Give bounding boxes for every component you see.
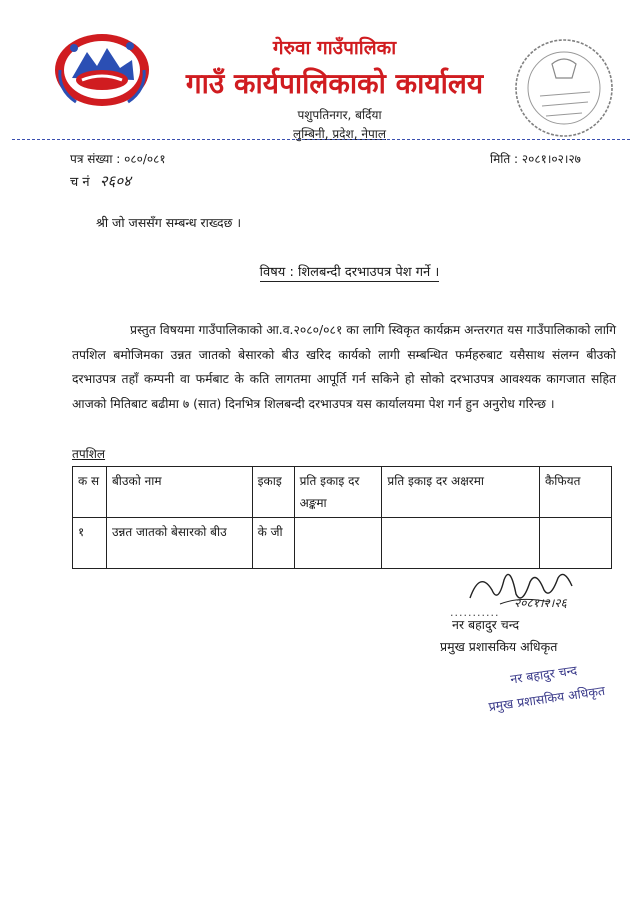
dispatch-label: च नं [70,175,90,190]
subject-line [0,262,639,280]
details-heading: तपशिल [72,447,106,461]
letterhead-office: गाउँ कार्यपालिकाको कार्यालय [185,67,484,100]
col-rate-figures: प्रति इकाइ दर अङ्कमा [294,467,382,518]
letter-date: मिति : २०८१।०२।२७ [490,152,581,166]
letterhead-municipality: गेरुवा गाउँपालिका [272,37,397,59]
letterhead-province: लुम्बिनी, प्रदेश, नेपाल [292,127,387,141]
dispatch-value: २६०४ [99,172,131,190]
item-table [72,466,612,569]
dispatch-number [70,171,131,191]
letterhead-address: पशुपतिनगर, बर्दिया [297,108,382,122]
signatory-title: प्रमुख प्रशासकिय अधिकृत [440,639,558,654]
subject-text: विषय : शिलबन्दी दरभाउपत्र पेश गर्ने । [259,265,440,280]
reference-number: पत्र संख्या : ०८०/०८१ [70,152,166,166]
cell-serial: १ [73,518,107,569]
signature-date: २०८१।२।२६ [514,596,567,610]
signature-line: ........... [450,606,500,619]
col-remarks: कैफियत [540,467,612,518]
letter-body: प्रस्तुत विषयमा गाउँपालिकाको आ.व.२०८०/०८१ का लागि स्विकृत कार्यक्रम अन्तरगत यस गाउँपालिकाको लागि तपशिल बमोजिमका उन्नत जातको बेसारको बीउ खरिद कार्यको लागी सम्बन्धित फर्महरुबाट यसैसाथ संलग्न बीउको दरभाउपत्र तहाँ कम्पनी वा फर्मबाट के कति लागतमा आपूर्ति गर्न सकिने हो सोको दरभाउपत्र आवश्यक कागजात सहित आजको मितिबाट बढीमा ७ (सात) दिनभित्र शिलबन्दी दरभाउपत्र यस कार्यालयमा पेश गर्न हुन अनुरोध गरिन्छ । [72,323,616,411]
addressee: श्री जो जससँग सम्बन्ध राख्दछ । [96,215,242,230]
cell-rate-figures [294,518,382,569]
letterhead-divider [12,139,630,140]
col-serial: क स [73,467,107,518]
handwritten-signature [440,560,590,610]
col-seed-name: बीउको नाम [106,467,252,518]
cell-seed-name: उन्नत जातको बेसारको बीउ [106,518,252,569]
col-unit: इकाइ [252,467,294,518]
cell-unit: के जी [252,518,294,569]
office-round-stamp-icon [512,36,616,140]
table-header-row [73,467,612,518]
name-stamp: नर बहादुर चन्द [509,662,578,687]
signatory-name: नर बहादुर चन्द [452,617,520,632]
title-stamp: प्रमुख प्रशासकिय अधिकृत [487,682,606,715]
col-rate-words: प्रति इकाइ दर अक्षरमा [382,467,540,518]
